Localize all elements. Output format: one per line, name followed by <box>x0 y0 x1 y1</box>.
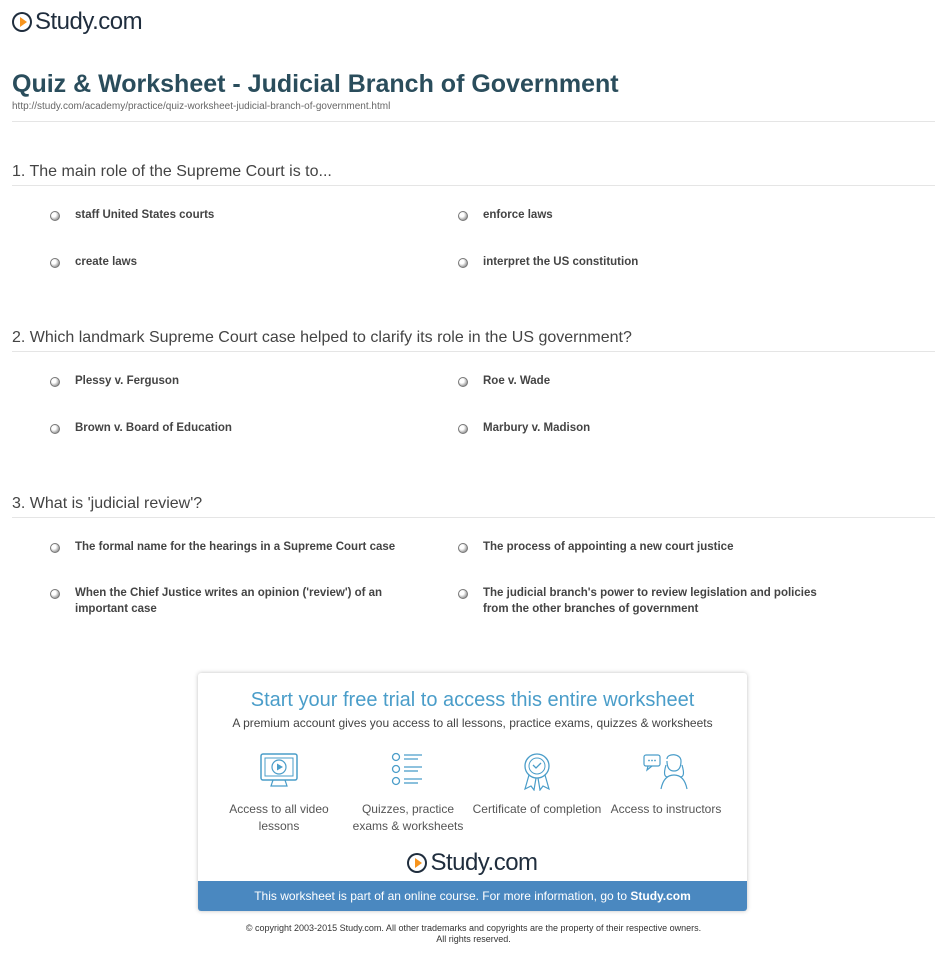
answer-option[interactable]: The judicial branch's power to review legislation and policies from the other branches of government <box>458 585 838 617</box>
answer-option[interactable]: enforce laws <box>458 207 553 223</box>
promo-subtitle: A premium account gives you access to all lessons, practice exams, quizzes & worksheets <box>232 716 713 730</box>
divider <box>12 185 935 186</box>
play-logo-icon <box>12 12 32 32</box>
radio-button-icon[interactable] <box>458 377 468 387</box>
radio-button-icon[interactable] <box>458 211 468 221</box>
answer-option[interactable]: Brown v. Board of Education <box>50 420 232 436</box>
answer-option[interactable]: create laws <box>50 254 137 270</box>
divider <box>12 517 935 518</box>
instructor-icon <box>641 751 691 791</box>
promo-logo: Study.com <box>198 849 747 877</box>
answer-option[interactable]: Marbury v. Madison <box>458 420 590 436</box>
radio-button-icon[interactable] <box>50 589 60 599</box>
checklist-icon <box>386 751 430 791</box>
feature-quizzes: Quizzes, practice exams & worksheets <box>343 751 473 835</box>
radio-button-icon[interactable] <box>458 589 468 599</box>
promo-title[interactable]: Start your free trial to access this entire worksheet <box>250 689 695 711</box>
copyright-footer: © copyright 2003-2015 Study.com. All other trademarks and copyrights are the property of their respective owners. All rights reserved. <box>245 923 702 944</box>
divider <box>12 351 935 352</box>
feature-video-lessons: Access to all video lessons <box>214 751 344 835</box>
radio-button-icon[interactable] <box>458 424 468 434</box>
radio-button-icon[interactable] <box>458 258 468 268</box>
radio-button-icon[interactable] <box>458 543 468 553</box>
radio-button-icon[interactable] <box>50 424 60 434</box>
page-title: Quiz & Worksheet - Judicial Branch of Government <box>12 70 619 98</box>
question-1: 1. The main role of the Supreme Court is to... <box>12 163 332 180</box>
feature-instructors: Access to instructors <box>601 751 731 818</box>
feature-certificate: Certificate of completion <box>472 751 602 818</box>
answer-option[interactable]: interpret the US constitution <box>458 254 638 270</box>
answer-option[interactable]: Roe v. Wade <box>458 373 550 389</box>
study-logo[interactable] <box>12 8 142 36</box>
radio-button-icon[interactable] <box>50 258 60 268</box>
play-logo-icon <box>407 853 427 873</box>
question-3: 3. What is 'judicial review'? <box>12 495 203 512</box>
answer-option[interactable]: When the Chief Justice writes an opinion ('review') of an important case <box>50 585 405 617</box>
radio-button-icon[interactable] <box>50 211 60 221</box>
page-url: http://study.com/academy/practice/quiz-worksheet-judicial-branch-of-government.html <box>12 101 391 112</box>
divider <box>12 121 935 122</box>
free-trial-promo <box>198 673 747 911</box>
certificate-ribbon-icon <box>515 751 559 791</box>
question-2: 2. Which landmark Supreme Court case helped to clarify its role in the US government? <box>12 329 632 346</box>
radio-button-icon[interactable] <box>50 543 60 553</box>
radio-button-icon[interactable] <box>50 377 60 387</box>
answer-option[interactable]: The process of appointing a new court justice <box>458 539 838 555</box>
promo-info-bar: This worksheet is part of an online course. For more information, go to Study.com <box>198 881 747 911</box>
study-link[interactable]: Study.com <box>630 889 691 903</box>
answer-option[interactable]: staff United States courts <box>50 207 214 223</box>
answer-option[interactable]: The formal name for the hearings in a Supreme Court case <box>50 539 410 555</box>
answer-option[interactable]: Plessy v. Ferguson <box>50 373 179 389</box>
logo-text: Study.com <box>35 8 143 35</box>
video-lesson-icon <box>257 751 301 791</box>
